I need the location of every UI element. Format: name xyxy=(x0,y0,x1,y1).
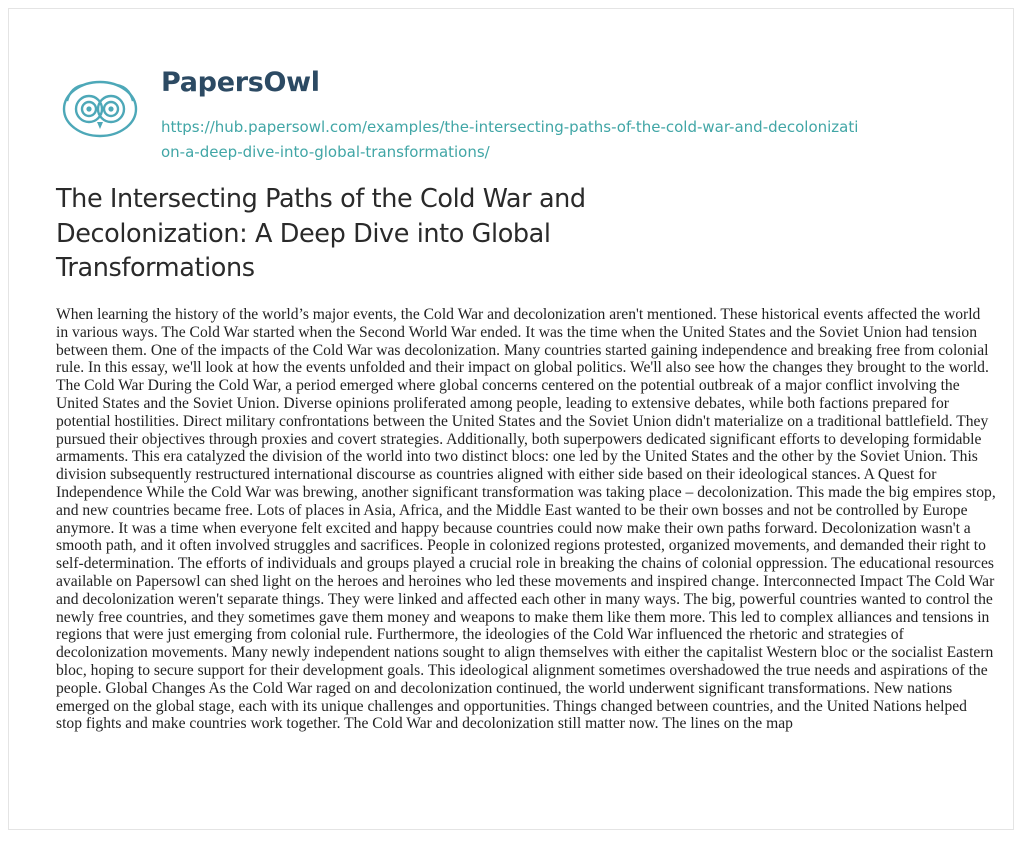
article-body: When learning the history of the world’s major events, the Cold War and decolonization aren't mentioned. These historical events affected the world in various ways. The Cold War started when the Second World War ended. It was the time when the United States and the Soviet Union had tension between them. One of the impacts of the Cold War was decolonization. Many countries started gaining independence and breaking free from colonial rule. In this essay, we'll look at how the events unfolded and their impact on global politics. We'll also see how the changes they brought to the world. The Cold War During the Cold War, a period emerged where global concerns centered on the potential outbreak of a major conflict involving the United States and the Soviet Union. Diverse opinions proliferated among people, leading to extensive debates, while both factions prepared for potential hostilities. Direct military confrontations between the United States and the Soviet Union didn't materialize on a traditional battlefield. They pursued their objectives through proxies and covert strategies. Additionally, both superpowers dedicated significant efforts to developing formidable armaments. This era catalyzed the division of the world into two distinct blocs: one led by the United States and the other by the Soviet Union. This division subsequently restructured international discourse as countries aligned with either side based on their ideological stances. A Quest for Independence While the Cold War was brewing, another significant transformation was taking place – decolonization. This made the big empires stop, and new countries became free. Lots of places in Asia, Africa, and the Middle East wanted to be their own bosses and not be controlled by Europe anymore. It was a time when everyone felt excited and happy because countries could now make their own paths forward. Decolonization wasn't a smooth path, and it often involved struggles and sacrifices. People in colonized regions protested, organized movements, and demanded their right to self-determination. The efforts of individuals and groups played a crucial role in breaking the chains of colonial oppression. The educational resources available on Papersowl can shed light on the heroes and heroines who led these movements and inspired change. Interconnected Impact The Cold War and decolonization weren't separate things. They were linked and affected each other in many ways. The big, powerful countries wanted to control the newly free countries, and they sometimes gave them money and weapons to make them like them more. This led to complex alliances and tensions in regions that were just emerging from colonial rule. Furthermore, the ideologies of the Cold War influenced the rhetoric and strategies of decolonization movements. Many newly independent nations sought to align themselves with either the capitalist Western bloc or the socialist Eastern bloc, hoping to secure support for their development goals. This ideological alignment sometimes overshadowed the true needs and aspirations of the people. Global Changes As the Cold War raged on and decolonization continued, the world underwent significant transformations. New nations emerged on the global stage, each with its unique challenges and opportunities. Things changed between countries, and the United Nations helped stop fights and make countries work together. The Cold War and decolonization still matter now. The lines on the map xyxy=(56,306,996,733)
brand-name[interactable]: PapersOwl xyxy=(161,67,320,98)
page-title: The Intersecting Paths of the Cold War and Decolonization: A Deep Dive into Global Transformations xyxy=(56,184,586,283)
document-page xyxy=(8,8,1014,830)
source-url[interactable]: https://hub.papersowl.com/examples/the-intersecting-paths-of-the-cold-war-and-decolonization-a-deep-dive-into-global-transformations/ xyxy=(161,118,859,161)
owl-logo-icon xyxy=(57,79,143,139)
